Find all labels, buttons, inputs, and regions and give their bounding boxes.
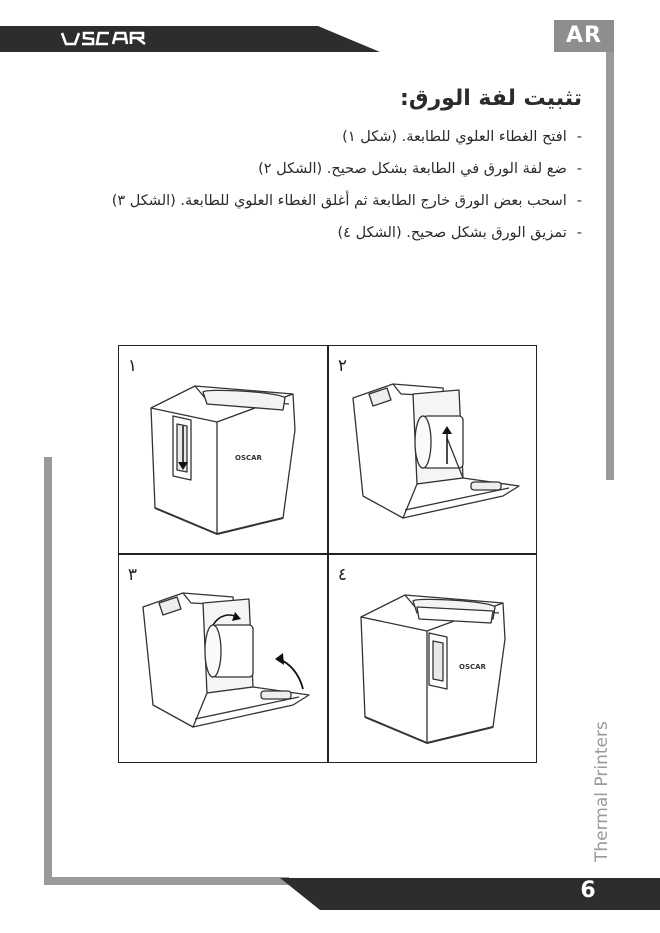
figure-number: ٢	[337, 356, 347, 376]
step-marker: -	[576, 225, 582, 241]
figure-3	[119, 555, 327, 762]
page-number: 6	[580, 878, 596, 903]
figure-1	[119, 346, 327, 553]
step-marker: -	[576, 161, 582, 177]
brand-logo	[60, 27, 150, 51]
svg-text:OSCAR: OSCAR	[459, 663, 486, 671]
figure-number: ٣	[127, 565, 137, 585]
step-text: اسحب بعض الورق خارج الطابعة ثم أغلق الغطاء العلوي للطابعة. (الشكل ٣)	[111, 193, 567, 209]
list-item	[62, 158, 582, 190]
step-text: تمزيق الورق بشكل صحيح. (الشكل ٤)	[337, 225, 567, 241]
list-item	[62, 190, 582, 222]
step-marker: -	[576, 193, 582, 209]
header-bar	[0, 26, 380, 52]
product-category-label: Thermal Printers	[592, 721, 612, 862]
printer-open-icon	[343, 368, 523, 544]
right-margin-rule	[606, 52, 614, 480]
figure-number: ٤	[337, 565, 347, 585]
figure-grid	[118, 345, 537, 763]
figure-number: ١	[127, 356, 137, 376]
printer-closed-icon	[343, 577, 523, 753]
printer-closed-icon	[133, 368, 313, 544]
step-text: ضع لفة الورق في الطابعة بشكل صحيح. (الشكل ٢)	[258, 161, 567, 177]
bottom-margin-rule	[44, 877, 289, 885]
figure-2	[329, 346, 537, 553]
section-title: تثبيت لفة الورق:	[400, 86, 582, 111]
step-text: افتح الغطاء العلوي للطابعة. (شكل ١)	[342, 129, 567, 145]
left-margin-rule	[44, 457, 52, 885]
language-tab: AR	[554, 20, 614, 52]
figure-4	[329, 555, 537, 762]
step-marker: -	[576, 129, 582, 145]
list-item	[62, 126, 582, 158]
printer-open-icon	[133, 577, 313, 753]
svg-text:OSCAR: OSCAR	[235, 454, 262, 462]
instruction-list	[62, 126, 582, 254]
list-item	[62, 222, 582, 254]
